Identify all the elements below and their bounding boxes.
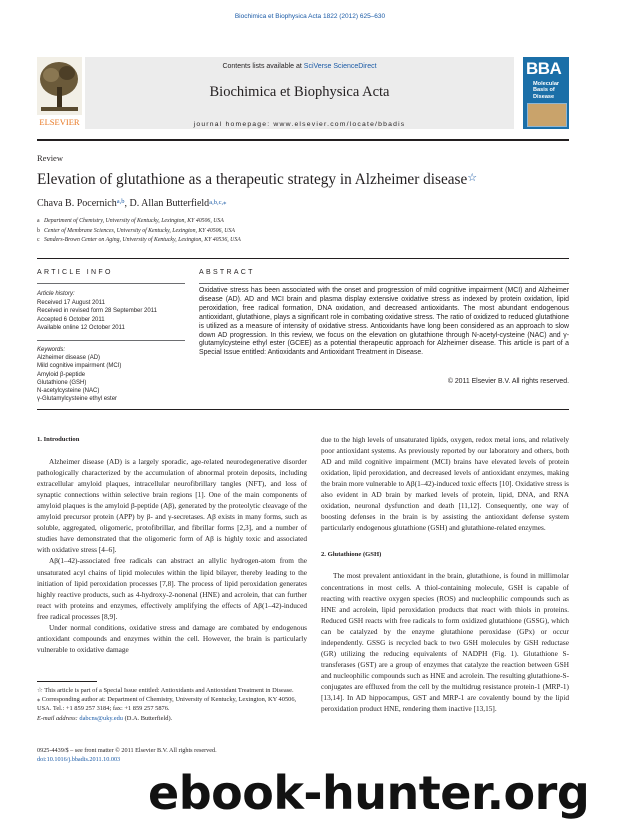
- journal-citation-link[interactable]: Biochimica et Biophysica Acta 1822 (2012) 625–630: [234, 13, 386, 20]
- affiliations: [37, 217, 241, 246]
- info-divider: [37, 283, 185, 284]
- paragraph: Under normal conditions, oxidative stress and damage are combated by endogenous antioxidant compounds and enzymes within the cell. However, the brain is particularly vulnerable to oxidative damage: [37, 622, 307, 654]
- journal-cover-image: [523, 57, 569, 129]
- history-item: Received 17 August 2011: [37, 299, 105, 306]
- article-title: [37, 171, 477, 189]
- abstract-copyright: © 2011 Elsevier B.V. All rights reserved.: [447, 378, 569, 385]
- history-item: Accepted 6 October 2011: [37, 316, 105, 323]
- footnotes: [37, 686, 307, 723]
- spacer: [321, 533, 569, 549]
- keyword-item: Glutathione (GSH): [37, 379, 87, 386]
- paragraph: due to the high levels of unsaturated lipids, oxygen, redox metal ions, and relatively poor antioxidant systems. As previously reported by our laboratory and others, both AD and mild cognitive impairment (MCI) brains have elevated levels of protein oxidation, lipid peroxidation, and decreased levels of antioxidant enzymes, making the brain more vulnerable to Aβ(1–42)-induced toxic effects [10]. Oxidative stress is also evident in AD brain by marked levels of protein, lipid, DNA, and RNA oxidation, neuronal dysfunction and death [11,12]. Consequently, one way of boosting defenses in the brain is by assisting the antioxidant defense system particularly endogenous glutathione (GSH) and glutathione-related enzymes.: [321, 435, 569, 533]
- doi-link[interactable]: doi:10.1016/j.bbadis.2011.10.003: [37, 756, 121, 763]
- issn-line: 0925-4439/$ – see front matter © 2011 Elsevier B.V. All rights reserved.: [37, 747, 217, 754]
- keywords-label: Keywords:: [37, 347, 66, 353]
- affiliation-item: [37, 217, 241, 227]
- author-affiliation-marks[interactable]: a,b,c,⁎: [209, 199, 227, 206]
- header-divider: [37, 139, 569, 141]
- spacer: [37, 445, 307, 456]
- info-divider: [37, 340, 185, 341]
- keyword-item: Mild cognitive impairment (MCI): [37, 363, 122, 370]
- email-owner: (D.A. Butterfield).: [123, 714, 173, 722]
- spacer: [321, 560, 569, 570]
- title-footnote-star-icon[interactable]: ☆: [467, 172, 478, 184]
- affiliation-letter: b: [37, 227, 40, 234]
- affiliation-letter: c: [37, 237, 40, 244]
- history-item: Received in revised form 28 September 2011: [37, 308, 157, 315]
- paragraph: Alzheimer disease (AD) is a largely sporadic, age-related neurodegenerative disorder pathologically characterized by the accumulation of abnormal protein deposits, including extracellular amyloid plaques, intracellular neurofibrillary tangles (NFT), and loss of synaptic connections within selective brain regions [1]. One of the main components of amyloid plaques is the amyloid β-peptide (Aβ), generated by the proteolytic cleavage of the amyloid precursor protein (APP) by β- and γ-secretases. Aβ exists in many forms, such as soluble, aggregated, oligomeric, protofibrillar, and fibrillar forms [2,3], and a number of studies have demonstrated that the oligomeric form of Aβ is highly toxic and associated with oxidative stress [4–6].: [37, 457, 307, 555]
- footnote-divider: [37, 681, 97, 682]
- keyword-item: N-acetylcysteine (NAC): [37, 388, 100, 395]
- email-label: E-mail address:: [37, 714, 80, 722]
- body-divider: [37, 409, 569, 410]
- keyword-item: Amyloid β-peptide: [37, 371, 86, 378]
- history-label: Article history:: [37, 291, 75, 297]
- author-name: , D. Allan Butterfield: [124, 198, 210, 209]
- affiliation-text: Department of Chemistry, University of Kentucky, Lexington, KY 40506, USA: [44, 218, 224, 224]
- author-affiliation-marks[interactable]: a,b: [116, 198, 125, 205]
- body-column-left: [37, 434, 307, 655]
- affiliation-letter: a: [37, 218, 40, 224]
- history-item: Available online 12 October 2011: [37, 325, 125, 332]
- special-issue-footnote: ☆ This article is part of a Special Issue entitled: Antioxidants and Antioxidant Treatment in Disease.: [37, 687, 294, 694]
- article-info-heading: ARTICLE INFO: [37, 269, 113, 276]
- section-heading-introduction: 1. Introduction: [37, 436, 80, 443]
- paragraph: The most prevalent antioxidant in the brain, glutathione, is found in millimolar concentrations in most cells. A thiol-containing molecule, GSH is capable of reacting with reactive oxygen species (ROS) and nucleophilic compounds such as HNE and acrolein, lipid peroxidation products that react with thiols in proteins. Reduced GSH reacts with free radicals to form oxidized glutathione (GSSG), which can be catalyzed by the enzyme glutathione peroxidase (GPx) or occur independently. GSSG is recycled back to two GSH molecules by GSH reductase (GR) utilizing the reducing equivalents of NADPH (Fig. 1). Glutathione S-transferases (GST) are a group of enzymes that catalyze the reaction between GSH and nucleophilic compounds such as HNE and acrolein. The resulting glutathione-S-conjugates are effluxed from the cell by the multidrug resistance protein-1 (MRP-1) [13,14]. In AD hippocampus, GST and MRP-1 are covalently bound by the lipid peroxidation product HNE, rendering them inactive [13,15].: [321, 571, 569, 714]
- author-name: Chava B. Pocernich: [37, 198, 117, 209]
- contents-prefix: Contents lists available at: [222, 63, 304, 70]
- elsevier-logo: [37, 57, 82, 129]
- elsevier-wordmark: ELSEVIER: [39, 117, 80, 127]
- paragraph: Aβ(1–42)-associated free radicals can abstract an allylic hydrogen-atom from the unsaturated acyl chains of lipid molecules within the lipid bilayer, thereby leading to the initiation of lipid peroxidation processes [7,8]. The process of lipid peroxidation generates highly reactive products, such as 4-hydroxy-2-nonenal (HNE) and acrolein, that can further react with proteins and enzymes, effectively amplifying the effects of Aβ(1–42)-induced free radical processes [8,9].: [37, 556, 307, 621]
- front-matter: [37, 746, 217, 764]
- article-type: Review: [37, 153, 63, 163]
- article-history: [37, 290, 157, 333]
- affiliation-text: Center of Membrane Sciences, University of Kentucky, Lexington, KY 40506, USA: [44, 227, 235, 234]
- email-footnote: [37, 714, 307, 723]
- watermark: ebook-hunter.org: [148, 766, 590, 820]
- keyword-item: Alzheimer disease (AD): [37, 355, 101, 362]
- corresponding-author-footnote: ⁎ Corresponding author at: Department of Chemistry, University of Kentucky, Lexington, KY 40506, USA. Tel.: +1 859 257 3184; fax: +1 859 257 5876.: [37, 696, 297, 713]
- abstract-heading: ABSTRACT: [199, 269, 255, 276]
- article-title-text: Elevation of glutathione as a therapeutic strategy in Alzheimer disease: [37, 171, 468, 188]
- email-link[interactable]: dabcns@uky.edu: [79, 714, 124, 722]
- contents-availability-line: [85, 63, 514, 70]
- section-divider: [37, 258, 569, 259]
- keywords: [37, 346, 121, 403]
- cover-title: BBA: [526, 59, 562, 78]
- affiliation-text: Sanders-Brown Center on Aging, University of Kentucky, Lexington, KY 40536, USA: [44, 237, 241, 244]
- affiliation-item: [37, 227, 241, 237]
- keyword-item: γ-Glutamylcysteine ethyl ester: [37, 396, 118, 403]
- abstract-text: Oxidative stress has been associated with the onset and progression of mild cognitive impairment (MCI) and Alzheimer disease (AD). AD and MCI brain and plasma display extensive oxidative stress as indexed by protein oxidation, lipid peroxidation, free radical formation, DNA oxidation, and decreased antioxidants. The most abundant endogenous antioxidant, glutathione, plays a significant role in combating oxidative stress. The ratio of oxidized to reduced glutathione is utilized as a measure of intensity of oxidative stress. Antioxidants have long been considered as an approach to slow down AD progression. In this review, we focus on the elevation on glutathione through N-acetyl-cysteine (NAC) and γ-glutamylcysteine ethyl ester (GCEE) as a potential therapeutic approach for Alzheimer disease. This article is part of a Special Issue entitled: Antioxidants and Antioxidant Treatment in Disease.: [199, 287, 569, 357]
- sciencedirect-link[interactable]: SciVerse ScienceDirect: [303, 63, 377, 70]
- section-heading-glutathione: 2. Glutathione (GSH): [321, 551, 382, 559]
- elsevier-tree-icon: [37, 57, 82, 129]
- cover-subtitle: Molecular Basis of Disease: [533, 81, 560, 100]
- author-list: [37, 198, 226, 209]
- journal-homepage[interactable]: journal homepage: www.elsevier.com/locate/bbadis: [193, 121, 406, 128]
- journal-title: Biochimica et Biophysica Acta: [209, 84, 390, 100]
- abstract-divider: [199, 283, 569, 284]
- body-column-right: [321, 434, 569, 714]
- affiliation-item: [37, 236, 241, 246]
- cover-illustration: [527, 103, 567, 127]
